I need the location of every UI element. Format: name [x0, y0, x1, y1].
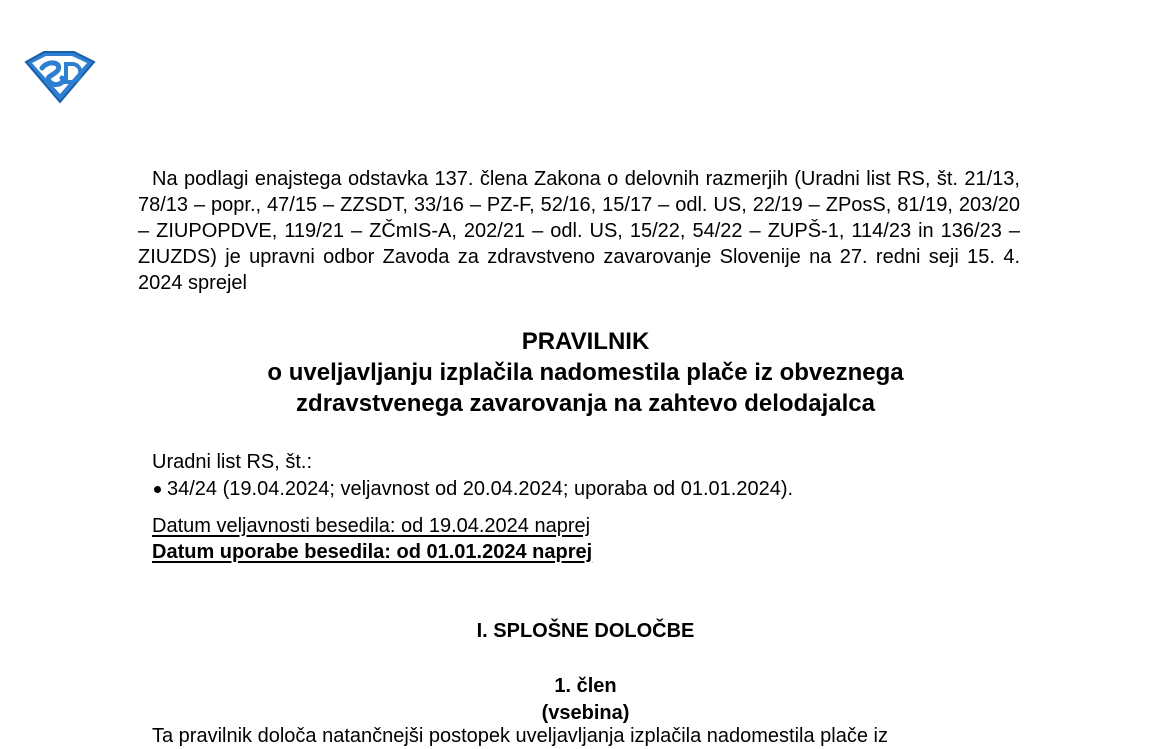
article-text: Ta pravilnik določa natančnejši postopek uveljavljanja izplačila nadomestila plače iz — [152, 725, 888, 747]
publication-label: Uradni list RS, št.: — [152, 451, 313, 473]
title-line-3: zdravstvenega zavarovanja na zahtevo delodajalca — [296, 390, 875, 417]
text-dates — [152, 513, 592, 565]
article-header — [138, 673, 1033, 727]
usage-date: Datum uporabe besedila: od 01.01.2024 naprej — [152, 541, 593, 563]
publication-info — [152, 449, 1012, 503]
title-line-2: o uveljavljanju izplačila nadomestila plače iz obveznega — [267, 359, 904, 386]
article-heading: (vsebina) — [541, 702, 630, 724]
article-number: 1. člen — [554, 675, 617, 697]
bullet-icon — [154, 486, 161, 493]
intro-paragraph: Na podlagi enajstega odstavka 137. člena Zakona o delovnih razmerjih (Uradni list RS, št. 21/13, 78/13 – popr., 47/15 – ZZSDT, 33/16 – PZ-F, 52/16, 15/17 – odl. US, 22/19 – ZPosS, 81/19, 203/20 – ZIUPOPDVE, 119/21 – ZČmIS-A, 202/21 – odl. US, 15/22, 54/22 – ZUPŠ-1, 114/23 in 136/23 – ZIUZDS) je upravni odbor Zavoda za zdravstveno zavarovanje Slovenije na 27. redni seji 15. 4. 2024 sprejel — [138, 168, 1020, 294]
zzzs-logo-icon — [22, 48, 96, 104]
publication-item-text: 34/24 (19.04.2024; veljavnost od 20.04.2024; uporaba od 01.01.2024). — [167, 478, 794, 500]
validity-date: Datum veljavnosti besedila: od 19.04.2024 naprej — [152, 515, 591, 537]
publication-item — [152, 476, 1012, 503]
title-line-1: PRAVILNIK — [521, 328, 650, 355]
document-title — [138, 326, 1033, 419]
section-title: I. SPLOŠNE DOLOČBE — [476, 620, 695, 642]
